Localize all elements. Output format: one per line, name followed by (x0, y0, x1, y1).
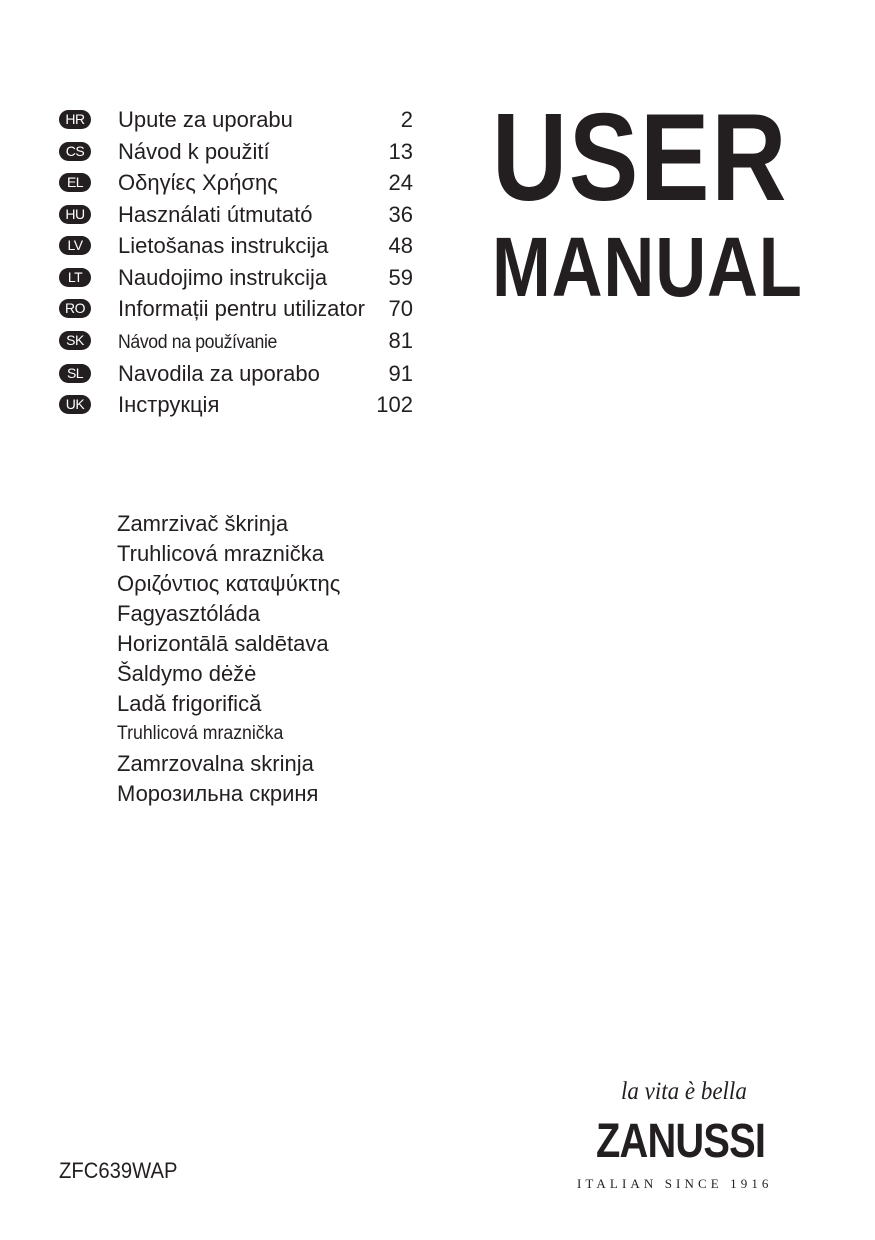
toc-page-number: 24 (388, 170, 413, 195)
lang-badge-ro: RO (59, 299, 91, 318)
toc-title: Οδηγίες Χρήσης (118, 170, 278, 195)
lang-badge-el: EL (59, 173, 91, 192)
toc-row-ro[interactable] (59, 293, 419, 325)
toc-page-number: 102 (376, 392, 413, 417)
brand-logo (575, 1076, 790, 1196)
toc-row-sk[interactable] (59, 325, 419, 358)
toc-title: Návod na používanie (118, 331, 277, 353)
product-name-hr: Zamrzivač škrinja (117, 511, 289, 536)
toc-page-number: 70 (388, 296, 413, 321)
toc-page-number: 59 (388, 264, 413, 290)
brand-name: ZANUSSI (596, 1115, 766, 1168)
toc-page-number: 81 (388, 327, 413, 353)
toc-title: Návod k použití (118, 138, 270, 164)
toc-page-number: 91 (388, 360, 413, 386)
toc-row-cs[interactable] (59, 136, 419, 168)
product-name-cs: Truhlicová mraznička (117, 541, 325, 566)
toc-row-sl[interactable] (59, 358, 419, 390)
product-name-list (117, 509, 497, 809)
toc-row-uk[interactable] (59, 389, 419, 421)
toc-page-number: 13 (388, 138, 413, 164)
toc-row-lt[interactable] (59, 262, 419, 294)
lang-badge-cs: CS (59, 142, 91, 161)
lang-badge-sk: SK (59, 331, 91, 350)
product-name-ro: Ladă frigorifică (117, 691, 262, 716)
toc-row-hr[interactable] (59, 104, 419, 136)
lang-badge-hu: HU (59, 205, 91, 224)
product-name-uk: Морозильна скриня (117, 781, 319, 806)
toc-row-hu[interactable] (59, 199, 419, 231)
toc-page-number: 2 (400, 107, 413, 132)
toc-title: Інструкція (118, 392, 220, 417)
lang-badge-lt: LT (59, 268, 91, 287)
toc-title: Lietošanas instrukcija (118, 233, 329, 258)
toc-title: Naudojimo instrukcija (118, 264, 328, 290)
product-name-sk: Truhlicová mraznička (117, 723, 284, 744)
toc-page-number: 48 (388, 233, 413, 258)
heading-user: USER (492, 89, 789, 227)
toc-title: Használati útmutató (118, 201, 313, 227)
table-of-contents (59, 104, 419, 421)
brand-slogan: la vita è bella (621, 1078, 747, 1105)
model-number: ZFC639WAP (59, 1158, 178, 1183)
toc-row-lv[interactable] (59, 230, 419, 262)
product-name-lv: Horizontālā saldētava (117, 631, 329, 656)
product-name-hu: Fagyasztóláda (117, 601, 261, 626)
lang-badge-hr: HR (59, 110, 91, 129)
product-name-lt: Šaldymo dėžė (117, 661, 257, 686)
brand-tagline: ITALIAN SINCE 1916 (577, 1176, 773, 1191)
user-manual-heading (492, 89, 862, 314)
product-name-el: Οριζόντιος καταψύκτης (117, 571, 341, 596)
lang-badge-lv: LV (59, 236, 91, 255)
toc-title: Upute za uporabu (118, 107, 293, 132)
lang-badge-sl: SL (59, 364, 91, 383)
toc-title: Informații pentru utilizator (118, 296, 365, 321)
heading-manual: MANUAL (492, 220, 803, 314)
product-name-sl: Zamrzovalna skrinja (117, 751, 314, 776)
lang-badge-uk: UK (59, 395, 91, 414)
toc-row-el[interactable] (59, 167, 419, 199)
toc-page-number: 36 (388, 201, 413, 227)
toc-title: Navodila za uporabo (118, 360, 320, 386)
